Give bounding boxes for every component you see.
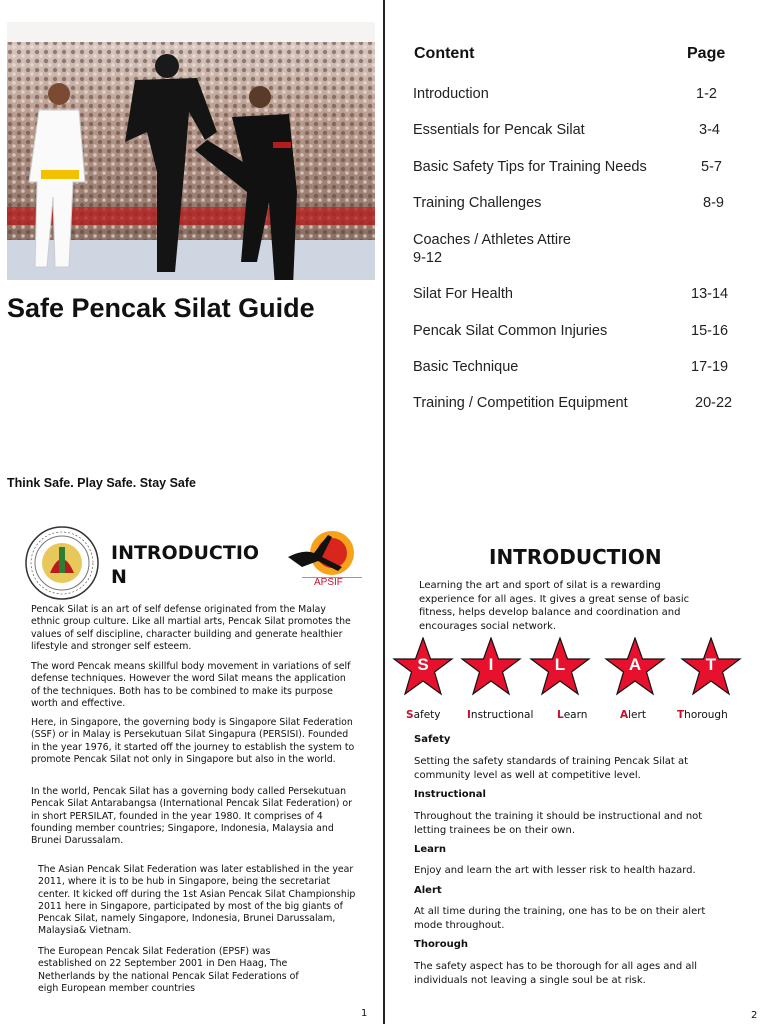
- acronym-instructional: [467, 709, 533, 721]
- acronym-rest: horough: [684, 709, 728, 721]
- star-letter: L: [554, 655, 566, 674]
- section-heading-instructional: Instructional: [414, 789, 486, 800]
- acronym-initial: T: [677, 709, 685, 721]
- page-number-right: 2: [751, 1010, 758, 1021]
- toc-row-pages: 9-12: [413, 250, 443, 266]
- toc-row-pages: 13-14: [691, 286, 729, 302]
- section-heading-safety: Safety: [414, 734, 451, 745]
- section-text-thorough: The safety aspect has to be thorough for all ages and all individuals not leaving a single soul be at risk.: [414, 961, 698, 986]
- acronym-safety: [406, 709, 440, 721]
- acronym-learn: [557, 709, 587, 721]
- acronym-rest: earn: [563, 709, 588, 721]
- toc-row: [413, 86, 743, 102]
- toc-row-pages: 1-2: [696, 86, 717, 102]
- toc-row-pages: 8-9: [703, 195, 724, 211]
- intro-paragraph-4: In the world, Pencak Silat has a governing body called Persekutuan Pencak Silat Antarabangsa (International Pencak Silat Federation) or in short PERSILAT, founded in the year 1980. It comprises of 4 founding member countries; Singapore, Indonesia, Malaysia and Brunei Darussalam.: [31, 786, 352, 847]
- tagline: Think Safe. Play Safe. Stay Safe: [7, 476, 196, 490]
- star-l: [529, 637, 591, 697]
- star-letter: A: [628, 655, 642, 674]
- toc-row: [413, 395, 743, 411]
- cover-photo: [7, 22, 375, 280]
- acronym-initial: L: [557, 709, 564, 721]
- toc-row-title: Coaches / Athletes Attire: [413, 232, 571, 248]
- apsif-logo-text: APSIF: [314, 577, 343, 588]
- toc-page-label: Page: [687, 45, 726, 62]
- toc-row: [413, 359, 743, 375]
- star-t: [680, 637, 742, 697]
- toc-row-pages: 20-22: [695, 395, 733, 411]
- guide-title: Safe Pencak Silat Guide: [7, 293, 315, 323]
- star-a: [604, 637, 666, 697]
- toc-row-title: Training / Competition Equipment: [413, 395, 628, 411]
- toc-row: [413, 195, 743, 211]
- toc-row-pages: 5-7: [701, 159, 722, 175]
- section-text-instructional: Throughout the training it should be instructional and not letting trainees be on their own.: [414, 811, 703, 836]
- section-text-learn: Enjoy and learn the art with lesser risk to health hazard.: [414, 865, 696, 876]
- toc-row-pages: 3-4: [699, 122, 720, 138]
- acronym-thorough: [677, 709, 728, 721]
- acronym-alert: [620, 709, 646, 721]
- acronym-rest: lert: [628, 709, 646, 721]
- intro-text-right: Learning the art and sport of silat is a rewarding experience for all ages. It gives a great sense of basic fitness, helps develop balance and coordination and encourages social network.: [419, 580, 690, 632]
- star-letter: I: [488, 655, 494, 674]
- toc-row: [413, 231, 743, 267]
- acronym-initial: A: [620, 709, 629, 721]
- intro-paragraph-5: The Asian Pencak Silat Federation was later established in the year 2011, where it is to be hub in Singapore, being the secretariat center. It kicked off during the 1st Asian Pencak Silat Championship 2011 here in Singapore, participated by most of the big giants of Pencak Silat, namely Singapore, Indonesia, Brunei Darussalam, Malaysia& Vietnam.: [38, 864, 356, 937]
- section-heading-thorough: Thorough: [414, 939, 469, 950]
- persisi-seal-logo: [24, 525, 100, 601]
- toc-row-title: Pencak Silat Common Injuries: [413, 323, 608, 339]
- toc-row: [413, 286, 743, 302]
- intro-heading-left: [111, 541, 259, 589]
- intro-paragraph-2: The word Pencak means skillful body movement in variations of self defense techniques. However the word Silat means the application of the techniques. Both has to be combined to make its purpose worth and effective.: [31, 661, 351, 709]
- toc-row-title: Training Challenges: [413, 195, 542, 211]
- star-letter: S: [417, 655, 429, 674]
- toc-row: [413, 159, 743, 175]
- toc-row-pages: 17-19: [691, 359, 729, 375]
- toc-row-title: Introduction: [413, 86, 489, 102]
- intro-heading-right: INTRODUCTION: [489, 545, 662, 569]
- toc-row-title: Silat For Health: [413, 286, 513, 302]
- acronym-rest: afety: [413, 709, 441, 721]
- star-s: [392, 637, 454, 697]
- section-text-alert: At all time during the training, one has to be on their alert mode throughout.: [414, 906, 706, 931]
- toc-content-label: Content: [414, 45, 475, 62]
- acronym-initial: S: [406, 709, 414, 721]
- toc-row: [413, 323, 743, 339]
- toc-row-title: Essentials for Pencak Silat: [413, 122, 585, 138]
- intro-paragraph-3: Here, in Singapore, the governing body is Singapore Silat Federation (SSF) or in Malay is Persekutuan Silat Singapura (PERSISI). Founded in the year 1976, it started off the journey to establish the system to promote Pencak Silat not only in Singapore but also in the world.: [31, 717, 355, 765]
- toc-row: [413, 122, 743, 138]
- toc-row-pages: 15-16: [691, 323, 729, 339]
- intro-heading-line1: INTRODUCTIO: [111, 542, 260, 564]
- toc-row-title: Basic Technique: [413, 359, 519, 375]
- acronym-rest: nstructional: [470, 709, 534, 721]
- acronym-initial: I: [467, 709, 471, 721]
- toc-row-title: Basic Safety Tips for Training Needs: [413, 159, 647, 175]
- page-number-left: 1: [361, 1008, 368, 1019]
- intro-heading-line2: N: [111, 566, 127, 588]
- section-heading-alert: Alert: [414, 885, 442, 896]
- apsif-logo: [284, 527, 364, 595]
- page-divider: [383, 0, 385, 1024]
- section-heading-learn: Learn: [414, 844, 446, 855]
- star-letter: T: [705, 655, 717, 674]
- intro-paragraph-6: The European Pencak Silat Federation (EPSF) was established on 22 September 2001 in Den Haag, The Netherlands by the national Pencak Silat Federations of eigh European member countries: [38, 946, 299, 994]
- intro-paragraph-1: Pencak Silat is an art of self defense originated from the Malay ethnic group culture. Like all martial arts, Pencak Silat promotes the values of self discipline, character building and generate healthier lifestyle and stronger self esteem.: [31, 604, 351, 652]
- star-i: [460, 637, 522, 697]
- section-text-safety: Setting the safety standards of training Pencak Silat at community level as well at competitive level.: [414, 756, 689, 781]
